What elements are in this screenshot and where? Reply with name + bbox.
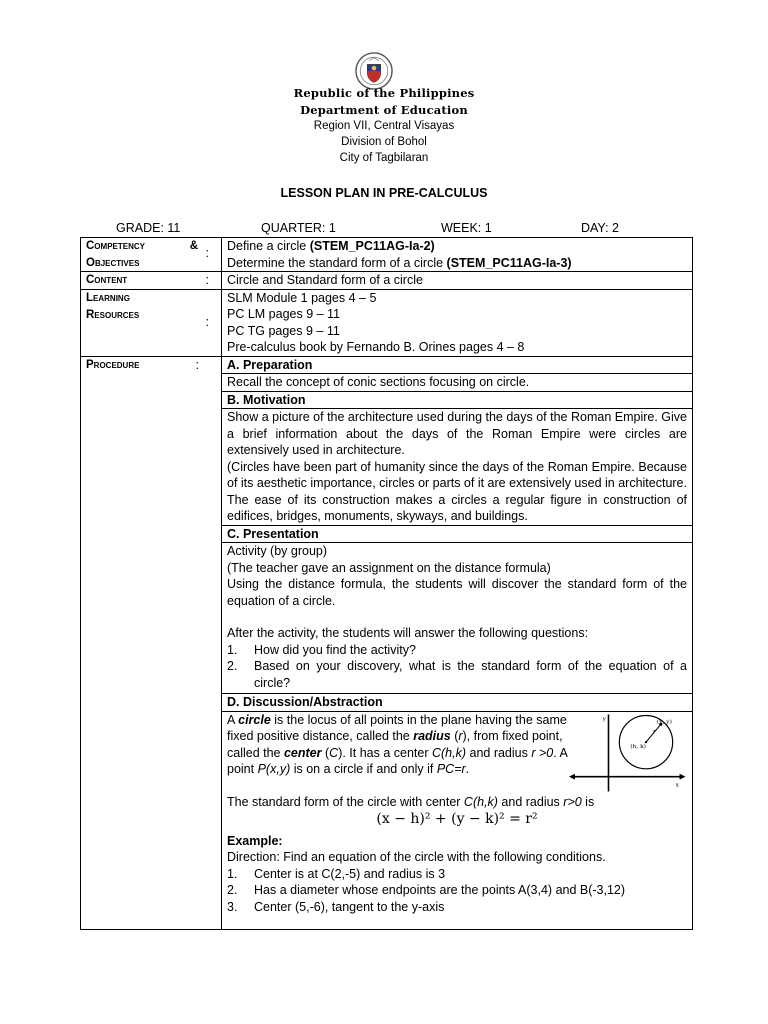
- document-title: LESSON PLAN IN PRE-CALCULUS: [280, 186, 488, 200]
- content-value: Circle and Standard form of a circle: [222, 272, 693, 290]
- competency-value-cell: [222, 238, 693, 272]
- resource-item: SLM Module 1 pages 4 – 5: [227, 290, 377, 305]
- region-line: Region VII, Central Visayas: [313, 120, 455, 132]
- list-item: 2. Based on your discovery, what is the standard form of the equation of a circle?: [227, 659, 687, 690]
- presentation-line-1: Activity (by group): [227, 544, 328, 558]
- discussion-body: [222, 712, 692, 916]
- preparation-heading: A. Preparation: [222, 357, 692, 375]
- lesson-plan-table: [80, 237, 693, 930]
- presentation-body: [222, 543, 692, 694]
- resource-item: Pre-calculus book by Fernando B. Orines pages 4 – 8: [227, 340, 525, 354]
- list-item: 2. Has a diameter whose endpoints are the points A(3,4) and B(-3,12): [227, 883, 626, 897]
- competency-code1: (STEM_PC11AG-Ia-2): [309, 239, 435, 253]
- content-label: Content: [86, 274, 128, 286]
- city-line: City of Tagbilaran: [339, 152, 429, 164]
- grade-label: GRADE: 11: [116, 221, 181, 235]
- competency-row: [81, 238, 693, 272]
- circle-diagram: [569, 712, 687, 792]
- list-item: 1. How did you find the activity?: [227, 642, 416, 657]
- presentation-line-4: After the activity, the students will answer the following questions:: [227, 626, 589, 640]
- motivation-paragraph-1: Show a picture of the architecture used during the days of the Roman Empire. Give a brief information about the days of the Roman Empire were circles are extensively used in architecture.: [227, 410, 687, 457]
- discussion-heading: D. Discussion/Abstraction: [222, 694, 692, 712]
- competency-label-cell: Competency & Objectives :: [81, 238, 222, 272]
- department-line: Department of Education: [300, 103, 468, 117]
- radius-label: r: [652, 728, 656, 735]
- example-heading: Example:: [227, 833, 283, 848]
- motivation-body: [222, 409, 692, 526]
- resource-item: PC TG pages 9 – 11: [227, 323, 340, 338]
- list-item: 3. Center (5,-6), tangent to the y-axis: [227, 899, 445, 914]
- list-item: 1. Center is at C(2,-5) and radius is 3: [227, 866, 446, 881]
- examples-list: [227, 866, 687, 916]
- center-label: (h, k): [629, 743, 646, 750]
- questions-list: [227, 642, 687, 692]
- motivation-heading: B. Motivation: [222, 392, 692, 410]
- resources-list: [222, 289, 693, 356]
- x-axis-label: x: [675, 782, 679, 789]
- presentation-line-2: (The teacher gave an assignment on the distance formula): [227, 560, 551, 575]
- resources-row: Learning Resources : SLM Module 1 pages 4 – 5 PC LM pages 9 – 11 PC TG pages 9 – 11 Pre-calculus book by Fernando B. Orines pages 4 – 8: [81, 289, 693, 356]
- procedure-label: Procedure: [86, 358, 140, 371]
- competency-line1: Define a circle: [227, 239, 310, 253]
- deped-seal-icon: [355, 52, 393, 90]
- competency-line2: Determine the standard form of a circle: [227, 255, 447, 270]
- content-row: Content : Circle and Standard form of a circle: [81, 272, 693, 290]
- y-axis-label: y: [602, 715, 606, 722]
- standard-form-equation: (x − h)² + (y − k)² = r²: [376, 811, 538, 827]
- presentation-line-3: Using the distance formula, the students will discover the standard form of the equation of a circle.: [227, 577, 687, 608]
- direction-text: Direction: Find an equation of the circle with the following conditions.: [227, 850, 606, 864]
- competency-code2: (STEM_PC11AG-Ia-3): [446, 255, 572, 270]
- division-line: Division of Bohol: [341, 136, 427, 148]
- procedure-row: Procedure : A. Preparation Recall the concept of conic sections focusing on circle. B. Motivation Show a picture of the architecture used during the days of the Roman Empire. Give a brief information about the days of the Roman Empire were circles are extensively used in architecture. (Circles have been part of humanity since the days of the Roman Empire. Because of its aesthetic importance, circles or parts of it are extensively used in architecture. The ease of its construction makes a circles a regular figure in construction of edifices, bridges, monuments, skyways, and buildings. C. Presentation Activity (by group) (The teacher gave an assignment on the distance formula) Using the distance formula, the students will discover the standard form of the equation of a circle. After the activity, the students will answer the following questions: 1. How did you find the activity? 2. Based on your discovery, what is the standard form of the equation of a circle? D. Discussion/Abstraction A circle is the locus of all points in the plane having the same fixed positive distance, called the radius (r), from fixed point, called the center (C). It has a center C(h,k) and radius r >0. A point P(x,y) is on a circle if and only if PC=r. (x, y) (h, k) r x y The standard form of the circle with center C(h,k) and radius r>0 is (x − h)² + (y − k)² = r² Example: Direction: Find an equation of the circle with the following conditions. 1. Center is at C(2,-5) and radius is 3 2. Has a diameter whose endpoints are the points A(3,4) and B(-3,12) 3. Center (5,-6), tangent to the y-axis: [81, 356, 693, 929]
- circle-definition: A circle is the locus of all points in the plane having the same fixed positive distance, called the radius (r), from fixed point, called the center (C). It has a center C(h,k) and radius r >0. A point P(x,y) is on a circle if and only if PC=r.: [227, 712, 568, 776]
- resources-label: Learning Resources: [86, 291, 140, 321]
- republic-line: Republic of the Philippines: [293, 86, 475, 100]
- motivation-paragraph-2: (Circles have been part of humanity since the days of the Roman Empire. Because of its aesthetic importance, circles or parts of it are extensively used in architecture. The ease of its construction makes a circles a regular figure in construction of edifices, bridges, monuments, skyways, and buildings.: [227, 459, 687, 523]
- presentation-heading: C. Presentation: [222, 526, 692, 544]
- preparation-text: Recall the concept of conic sections focusing on circle.: [222, 374, 692, 392]
- resource-item: PC LM pages 9 – 11: [227, 307, 341, 321]
- standard-form-text: The standard form of the circle with center C(h,k) and radius r>0 is: [227, 794, 595, 809]
- day-label: DAY: 2: [581, 221, 619, 235]
- point-label: (x, y): [656, 718, 672, 725]
- competency-label: Competency & Objectives: [86, 240, 198, 269]
- quarter-label: QUARTER: 1: [261, 221, 336, 235]
- week-label: WEEK: 1: [441, 221, 492, 235]
